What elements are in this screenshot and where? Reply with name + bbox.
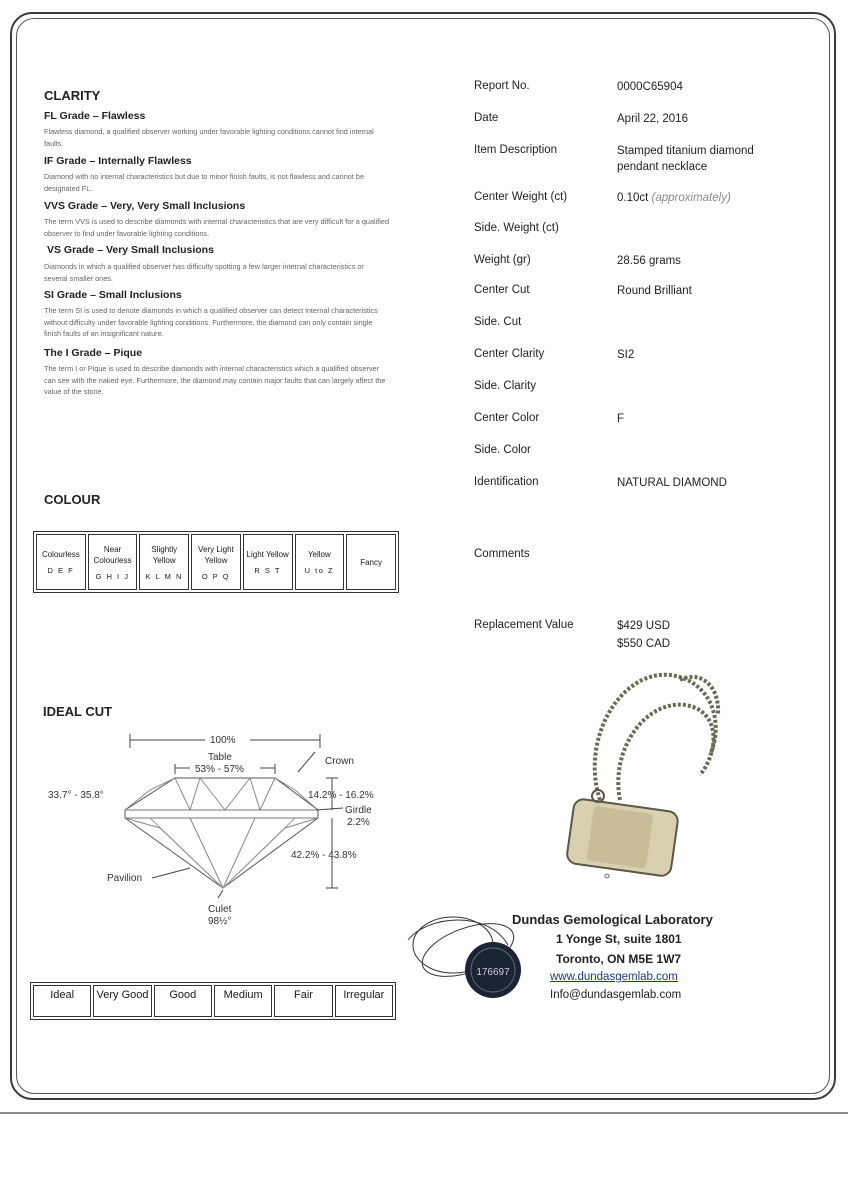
item-description-value: Stamped titanium diamond pendant necklace <box>617 145 754 173</box>
colour-cell: Very Light Yellow O P Q <box>191 534 241 590</box>
replacement-value-usd: $429 USD <box>617 620 671 632</box>
lab-seal <box>398 905 528 1005</box>
date-value: April 22, 2016 <box>617 113 688 125</box>
center-cut-value: Round Brilliant <box>617 285 692 297</box>
lab-address-line1: 1 Yonge St, suite 1801 <box>556 932 682 946</box>
replacement-value-cad: $550 CAD <box>617 638 671 650</box>
cut-grade-cell: Medium <box>214 985 272 1017</box>
girdle-label: Girdle <box>345 805 372 816</box>
side-clarity-label: Side. Clarity <box>474 380 536 392</box>
center-color-label: Center Color <box>474 412 540 424</box>
cut-grade-cell: Irregular <box>335 985 393 1017</box>
center-clarity-label: Center Clarity <box>474 348 545 360</box>
grade-i-title: The I Grade – Pique <box>44 347 143 359</box>
seal-number: 176697 <box>476 967 510 978</box>
grade-if-title: IF Grade – Internally Flawless <box>44 155 192 167</box>
pavilion-depth-label: 42.2% - 43.8% <box>291 850 357 861</box>
crown-label: Crown <box>325 756 354 767</box>
identification-value: NATURAL DIAMOND <box>617 477 727 489</box>
approximately-note: (approximately) <box>651 192 731 204</box>
grade-si-title: SI Grade – Small Inclusions <box>44 289 182 301</box>
lab-name: Dundas Gemological Laboratory <box>512 912 713 927</box>
replacement-value-label: Replacement Value <box>474 619 574 631</box>
culet-label: Culet <box>208 904 232 915</box>
grade-fl-desc: Flawless diamond, a qualified observer working under favorable lighting conditions cannot find internal faults. <box>44 127 374 148</box>
colour-cell: Fancy <box>346 534 396 590</box>
pavilion-label: Pavilion <box>107 873 143 884</box>
colour-scale-table <box>33 531 399 593</box>
grade-vs-desc: Diamonds in which a qualified observer has difficulty spotting a few larger internal characteristics or several smaller ones. <box>44 262 364 283</box>
colour-cell: Light Yellow R S T <box>243 534 293 590</box>
colour-cell: Slightly Yellow K L M N <box>139 534 189 590</box>
colour-heading: COLOUR <box>44 492 101 507</box>
center-cut-label: Center Cut <box>474 284 530 296</box>
cut-grade-cell: Fair <box>274 985 332 1017</box>
width-label: 100% <box>210 735 236 746</box>
diamond-proportion-diagram <box>40 728 400 928</box>
comments-label: Comments <box>474 548 530 560</box>
grade-fl-title: FL Grade – Flawless <box>44 110 146 122</box>
colour-cell: Near Colourless G H I J <box>88 534 138 590</box>
clarity-heading: CLARITY <box>44 88 101 103</box>
cut-grade-cell: Good <box>154 985 212 1017</box>
cut-grade-cell: Very Good <box>93 985 151 1017</box>
cut-grade-table <box>30 982 396 1020</box>
culet-angle-label: 98½° <box>208 916 232 927</box>
center-weight-label: Center Weight (ct) <box>474 191 568 203</box>
grade-vs-title: VS Grade – Very Small Inclusions <box>47 244 214 256</box>
weight-value: 28.56 grams <box>617 255 681 267</box>
crown-height-label: 14.2% - 16.2% <box>308 790 374 801</box>
grade-si-desc: The term SI is used to denote diamonds in which a qualified observer can detect internal characteristics without difficulty under favorable lighting conditions. Furthermore, the diamond can only contain single finish faults of an insignificant nature. <box>44 306 378 338</box>
center-weight-value: 0.10ct (approximately) <box>617 192 731 204</box>
colour-cell: Yellow U to Z <box>295 534 345 590</box>
lab-address-line2: Toronto, ON M5E 1W7 <box>556 952 682 966</box>
center-color-value: F <box>617 413 625 425</box>
grade-i-desc: The term I or Pique is used to describe diamonds with internal characteristics which a qualified observer can see with the naked eye. Furthermore, the diamond may contain major faults that can largely affect the value of the stone. <box>44 364 386 396</box>
lab-email[interactable]: Info@dundasgemlab.com <box>550 989 682 1001</box>
weight-label: Weight (gr) <box>474 254 531 266</box>
identification-label: Identification <box>474 476 539 488</box>
table-label: Table <box>208 752 232 763</box>
table-range-label: 53% - 57% <box>195 764 244 775</box>
side-weight-label: Side. Weight (ct) <box>474 222 559 234</box>
report-no-value: 0000C65904 <box>617 81 683 93</box>
side-color-label: Side. Color <box>474 444 531 456</box>
ideal-cut-heading: IDEAL CUT <box>43 704 113 719</box>
center-clarity-value: SI2 <box>617 349 635 361</box>
report-no-label: Report No. <box>474 80 530 92</box>
cut-grade-cell: Ideal <box>33 985 91 1017</box>
page-divider <box>0 1112 848 1114</box>
crown-angle-label: 33.7° - 35.8° <box>48 790 104 801</box>
item-description-label: Item Description <box>474 144 558 156</box>
necklace-photo <box>560 660 730 910</box>
colour-cell: Colourless D E F <box>36 534 86 590</box>
girdle-pct-label: 2.2% <box>347 817 370 828</box>
date-label: Date <box>474 112 499 124</box>
lab-website-link[interactable]: www.dundasgemlab.com <box>550 971 678 983</box>
grade-vvs-title: VVS Grade – Very, Very Small Inclusions <box>44 200 246 212</box>
side-cut-label: Side. Cut <box>474 316 522 328</box>
grade-vvs-desc: The term VVS is used to describe diamonds with internal characteristics that are very difficult for a qualified observer to find under favorable lighting conditions. <box>44 217 390 238</box>
grade-if-desc: Diamond with no internal characteristics but due to minor finish faults, is not flawless and cannot be designated FL. <box>44 172 365 193</box>
